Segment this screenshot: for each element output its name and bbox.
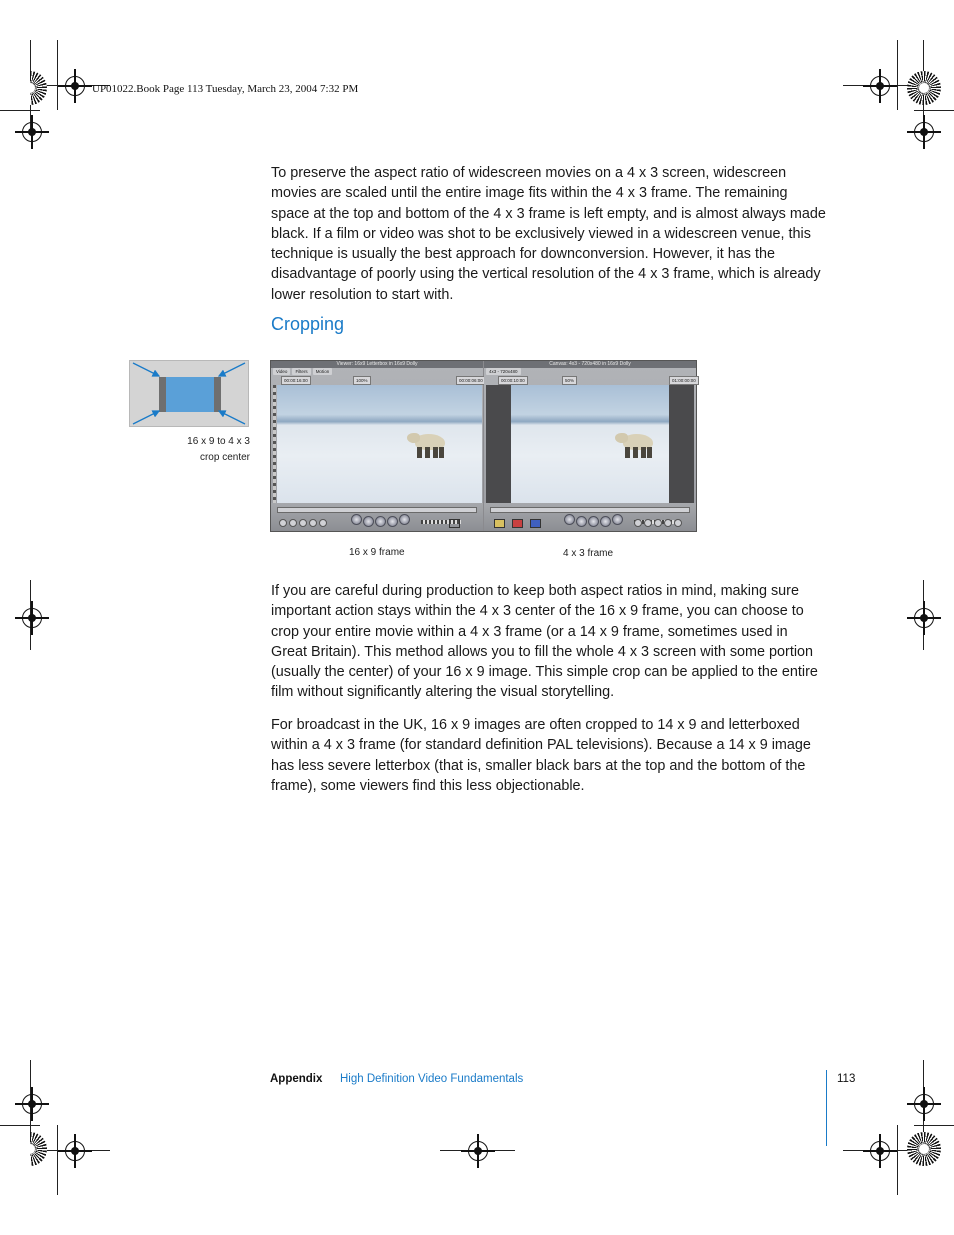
canvas-zoom[interactable]: 50% <box>562 376 577 385</box>
replace-edit-icon[interactable] <box>530 519 541 528</box>
next-edit-icon[interactable] <box>612 514 623 525</box>
canvas-video-frame <box>511 385 669 503</box>
prev-edit-icon[interactable] <box>351 514 362 525</box>
crop-paragraph-1: If you are careful during production to keep both aspect ratios in mind, making sure important action stays within the 4 x 3 center of the 16 x 9 frame, you can choose to crop your entire movie within a 4 x 3 frame (or a 14 x 9 frame, sometimes used in Great Britain). This method allows you to fill the whole 4 x 3 screen with some portion (usually the center) of your 16 x 9 image. This simple crop can be applied to the entire film without significantly altering the visual storytelling. <box>271 583 818 701</box>
add-marker-icon[interactable] <box>309 519 317 527</box>
play-around-icon[interactable] <box>600 516 611 527</box>
overwrite-edit-icon[interactable] <box>512 519 523 528</box>
crop-center-diagram <box>129 360 249 427</box>
viewer-option-icon[interactable] <box>449 519 460 528</box>
canvas-tabs <box>486 368 521 375</box>
polar-bear <box>615 430 653 460</box>
canvas-scrubber[interactable] <box>490 507 690 513</box>
play-around-icon[interactable] <box>387 516 398 527</box>
section-title: Cropping <box>271 314 345 334</box>
viewer-side-strip <box>273 385 276 505</box>
canvas-timecode-in[interactable]: 00:00:10:00 <box>498 376 528 385</box>
match-frame-icon[interactable] <box>674 519 682 527</box>
polar-bear <box>407 430 445 460</box>
caption-16x9: 16 x 9 frame <box>349 547 405 558</box>
caption-4x3: 4 x 3 frame <box>563 548 614 559</box>
mark-out-icon[interactable] <box>289 519 297 527</box>
viewer-timecode-out[interactable]: 00:00:06:00 <box>456 376 486 385</box>
viewer-zoom[interactable]: 100% <box>353 376 371 385</box>
mark-in-icon[interactable] <box>634 519 642 527</box>
play-in-out-icon[interactable] <box>576 516 587 527</box>
footer-rule <box>826 1070 827 1146</box>
crop-paragraph-2: For broadcast in the UK, 16 x 9 images are often cropped to 14 x 9 and letterboxed within a 4 x 3 frame (for standard definition PAL televisions). Because a 14 x 9 image has less severe letterbox (that is, smaller black bars at the top and the bottom of the frame), some viewers find this less objectionable. <box>271 717 811 794</box>
insert-edit-icon[interactable] <box>494 519 505 528</box>
match-frame-icon[interactable] <box>319 519 327 527</box>
mark-in-icon[interactable] <box>279 519 287 527</box>
viewer-pane <box>271 361 483 531</box>
canvas-title: Canvas: 4x3 - 720x480 in 16x9 Dolly <box>484 361 696 368</box>
viewer-title: Viewer: 16x9 Letterbox in 16x9 Dolly <box>271 361 483 368</box>
tab-video[interactable]: Video <box>273 368 290 375</box>
viewer-tabs <box>273 368 332 375</box>
next-edit-icon[interactable] <box>399 514 410 525</box>
viewer-transport-bar <box>271 503 483 531</box>
viewer-video-frame <box>277 385 482 503</box>
page-number: 113 <box>837 1073 856 1085</box>
viewer-canvas-screenshot <box>270 360 697 532</box>
canvas-transport-bar <box>484 503 696 531</box>
footer-section: Appendix <box>270 1073 323 1085</box>
viewer-timecode-in[interactable]: 00:00:16:00 <box>281 376 311 385</box>
tab-motion[interactable]: Motion <box>313 368 333 375</box>
play-in-out-icon[interactable] <box>363 516 374 527</box>
crop-arrows <box>129 360 249 427</box>
tab-sequence[interactable]: 4x3 - 720x480 <box>486 368 521 375</box>
add-marker-icon[interactable] <box>664 519 672 527</box>
tab-filters[interactable]: Filters <box>292 368 310 375</box>
mark-clip-icon[interactable] <box>299 519 307 527</box>
mark-out-icon[interactable] <box>644 519 652 527</box>
mark-clip-icon[interactable] <box>654 519 662 527</box>
play-icon[interactable] <box>588 516 599 527</box>
canvas-timecode-out[interactable]: 01:00:00:00 <box>669 376 699 385</box>
prev-edit-icon[interactable] <box>564 514 575 525</box>
diagram-caption-line2: crop center <box>199 452 250 463</box>
diagram-caption-line1: 16 x 9 to 4 x 3 <box>187 436 250 447</box>
footer-chapter: High Definition Video Fundamentals <box>340 1073 524 1085</box>
canvas-pane <box>484 361 696 531</box>
viewer-scrubber[interactable] <box>277 507 477 513</box>
play-icon[interactable] <box>375 516 386 527</box>
print-slug: UP01022.Book Page 113 Tuesday, March 23, 2004 7:32 PM <box>92 83 359 95</box>
intro-paragraph: To preserve the aspect ratio of widescreen movies on a 4 x 3 screen, widescreen movies are scaled until the entire image fits within the 4 x 3 frame. The remaining space at the top and bottom of the 4 x 3 frame is left empty, and is almost always made black. If a film or video was shot to be exclusively viewed in a widescreen venue, this technique is usually the best approach for downconversion. However, it has the disadvantage of poorly using the vertical resolution of the 4 x 3 frame, which is already lower resolution to start with. <box>271 165 826 303</box>
